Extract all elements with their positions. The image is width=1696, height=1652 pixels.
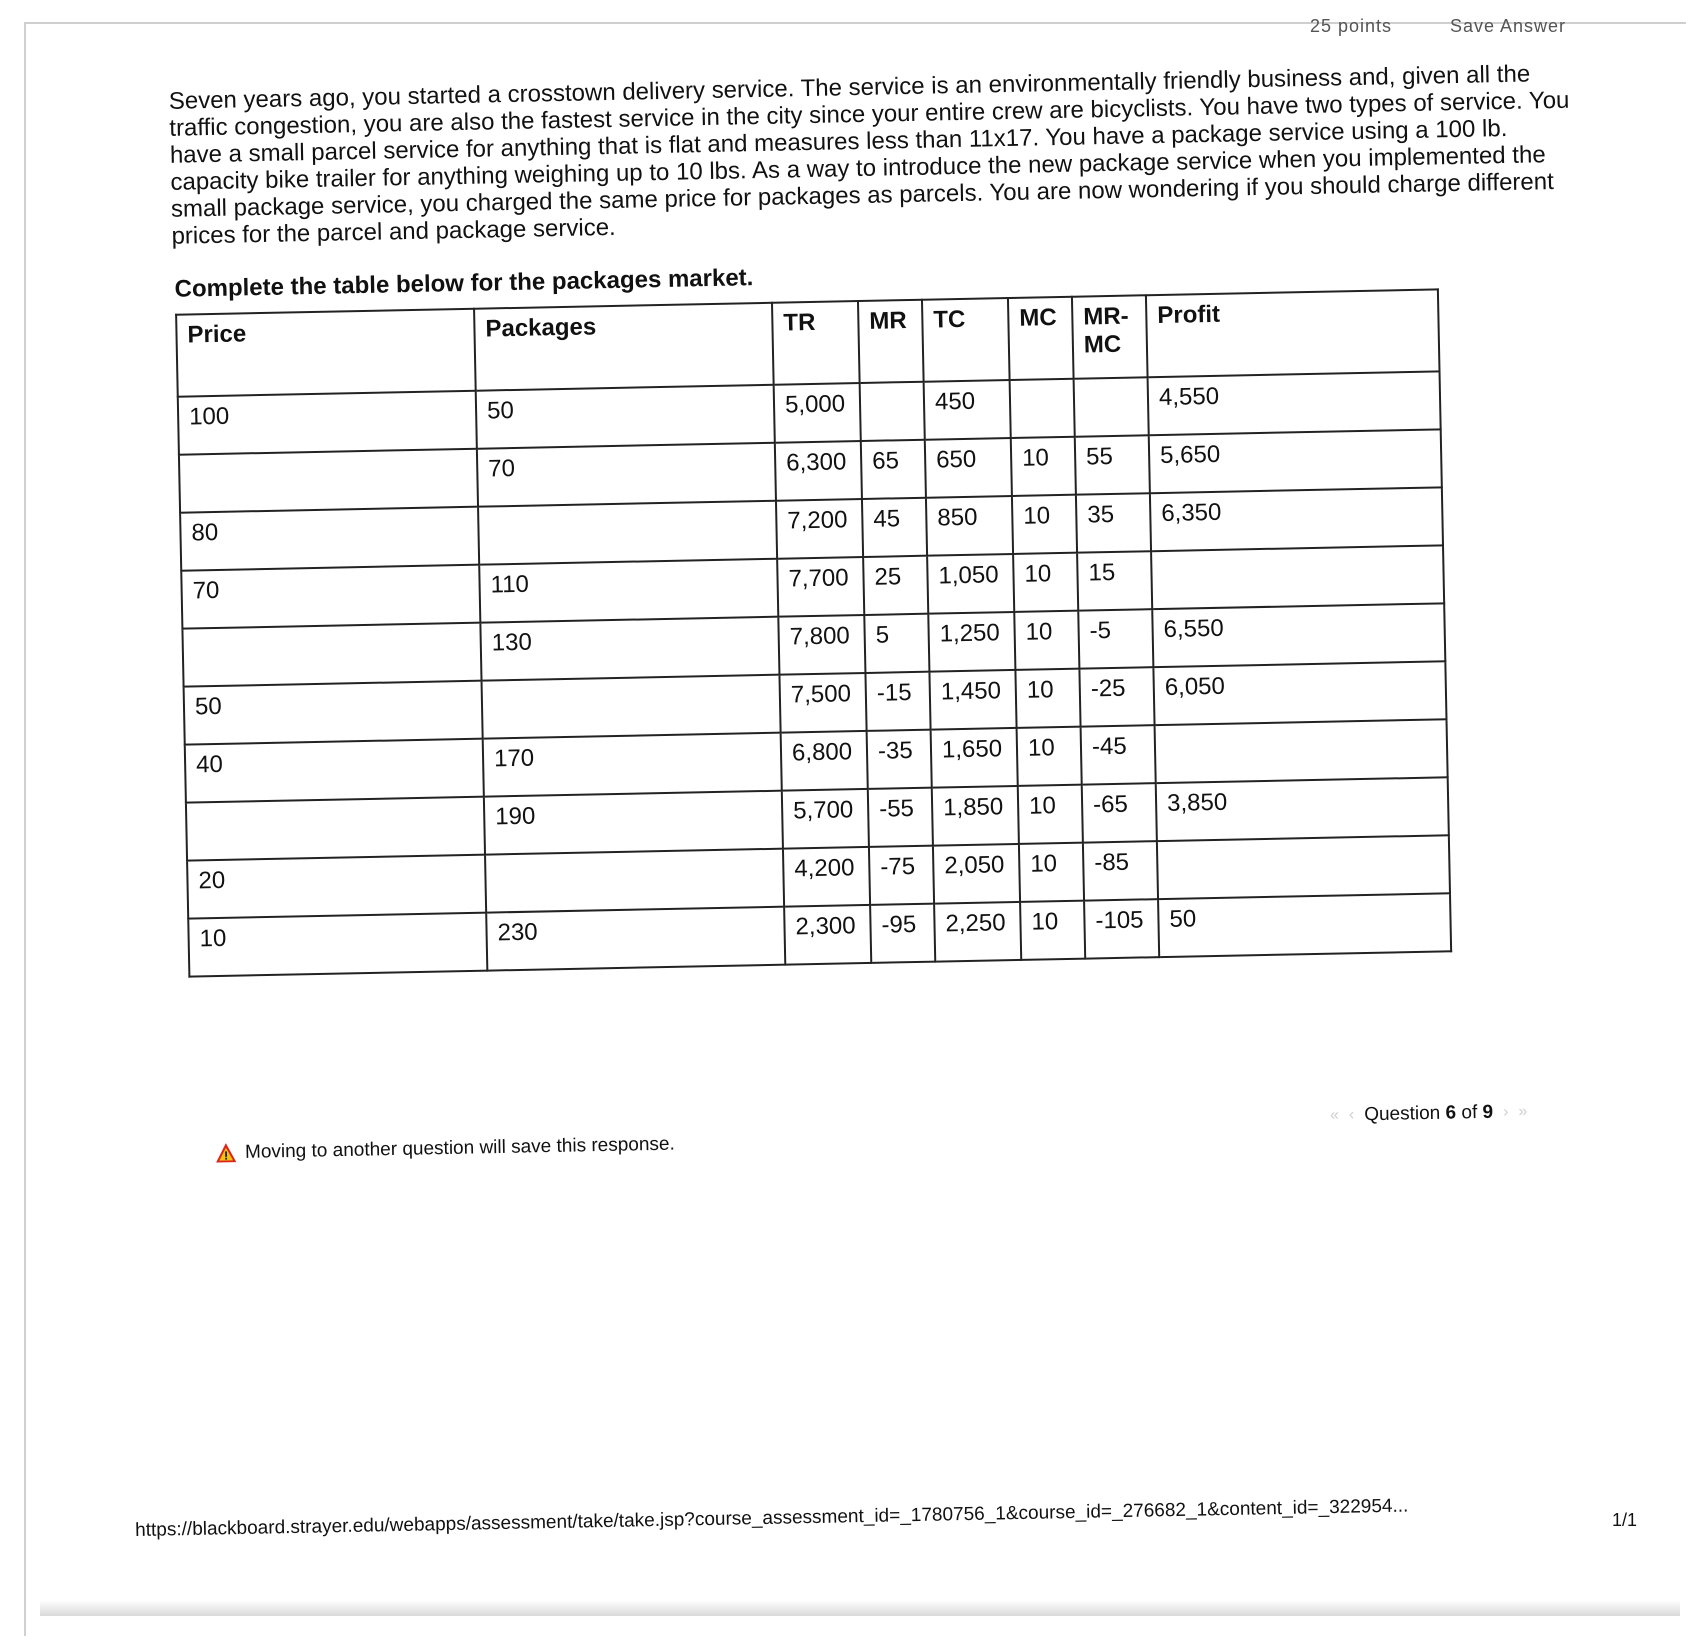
cell-tr[interactable]: 6,300 bbox=[775, 441, 862, 501]
cell-mr[interactable]: -35 bbox=[867, 730, 932, 789]
previous-question-icon[interactable]: ‹ bbox=[1348, 1106, 1355, 1124]
warning-text: Moving to another question will save this response. bbox=[244, 1133, 676, 1163]
packages-market-table bbox=[175, 288, 1452, 977]
cell-tc[interactable]: 850 bbox=[926, 496, 1013, 556]
cell-profit[interactable]: 6,050 bbox=[1153, 661, 1446, 725]
cell-mr[interactable]: 45 bbox=[862, 498, 927, 557]
cell-mr[interactable]: 5 bbox=[864, 614, 929, 673]
cell-tc[interactable]: 1,450 bbox=[929, 670, 1016, 730]
cell-mr-mc[interactable]: -65 bbox=[1082, 783, 1157, 842]
header-tc: TC bbox=[922, 298, 1010, 382]
cell-mr-mc[interactable]: -105 bbox=[1084, 899, 1159, 958]
cell-mr-mc[interactable]: 55 bbox=[1075, 435, 1150, 494]
cell-packages[interactable]: 110 bbox=[479, 559, 778, 623]
cell-mr-mc[interactable]: 15 bbox=[1077, 551, 1152, 610]
cell-mr-mc[interactable]: 35 bbox=[1076, 493, 1151, 552]
next-question-icon[interactable]: › bbox=[1502, 1103, 1509, 1121]
page-count: 1/1 bbox=[1612, 1510, 1638, 1530]
cell-mc[interactable]: 10 bbox=[1014, 611, 1079, 670]
cell-mr[interactable] bbox=[860, 382, 925, 441]
header-tr: TR bbox=[772, 301, 860, 385]
cell-price[interactable]: 20 bbox=[187, 855, 486, 919]
cell-profit[interactable] bbox=[1155, 719, 1448, 783]
header-mr-mc: MR- MC bbox=[1072, 295, 1148, 378]
cell-mr-mc[interactable]: -25 bbox=[1079, 667, 1154, 726]
cell-tr[interactable]: 5,700 bbox=[782, 789, 869, 849]
cell-mc[interactable]: 10 bbox=[1020, 901, 1085, 960]
cell-mc[interactable]: 10 bbox=[1017, 727, 1082, 786]
cell-packages[interactable]: 130 bbox=[480, 617, 779, 681]
header-packages: Packages bbox=[474, 303, 774, 391]
header-mr: MR bbox=[858, 300, 924, 383]
question-counter: Question 6 of 9 bbox=[1364, 1101, 1494, 1126]
cell-mr-mc[interactable]: -85 bbox=[1083, 841, 1158, 900]
cell-tc[interactable]: 450 bbox=[924, 380, 1011, 440]
header-price: Price bbox=[176, 309, 476, 397]
cell-mr[interactable]: 25 bbox=[863, 556, 928, 615]
cell-tc[interactable]: 1,650 bbox=[931, 728, 1018, 788]
header-profit: Profit bbox=[1146, 289, 1440, 377]
footer-url: https://blackboard.strayer.edu/webapps/assessment/take/take.jsp?course_assessment_id=_1780756_1&course_id=_276682_1&content_id=_322954... bbox=[135, 1495, 1409, 1541]
cell-tc[interactable]: 2,050 bbox=[933, 844, 1020, 904]
cell-packages[interactable]: 70 bbox=[477, 443, 776, 507]
cell-profit[interactable]: 50 bbox=[1158, 893, 1451, 957]
save-answer-button[interactable]: Save Answer bbox=[1450, 16, 1567, 36]
cell-tc[interactable]: 650 bbox=[925, 438, 1012, 498]
cell-mr-mc[interactable] bbox=[1074, 377, 1149, 436]
cell-tr[interactable]: 2,300 bbox=[784, 905, 871, 965]
cell-mc[interactable] bbox=[1010, 379, 1075, 438]
question-navigation bbox=[1330, 1101, 1528, 1127]
last-question-icon[interactable]: » bbox=[1518, 1103, 1528, 1121]
cell-packages[interactable]: 170 bbox=[483, 733, 782, 797]
cell-mr[interactable]: 65 bbox=[861, 440, 926, 499]
cell-price[interactable] bbox=[179, 449, 478, 513]
cell-mr-mc[interactable]: -45 bbox=[1081, 725, 1156, 784]
cell-tr[interactable]: 7,500 bbox=[779, 673, 866, 733]
cell-profit[interactable]: 6,550 bbox=[1152, 603, 1445, 667]
cell-mc[interactable]: 10 bbox=[1012, 495, 1077, 554]
question-content bbox=[160, 31, 1618, 978]
warning-icon bbox=[215, 1142, 237, 1164]
cell-tr[interactable]: 7,200 bbox=[776, 499, 863, 559]
cell-mr[interactable]: -75 bbox=[869, 846, 934, 905]
scan-edge-shadow bbox=[40, 1600, 1680, 1616]
cell-tr[interactable]: 6,800 bbox=[781, 731, 868, 791]
table-instruction: Complete the table below for the packages market. bbox=[174, 264, 754, 303]
cell-mc[interactable]: 10 bbox=[1015, 669, 1080, 728]
cell-profit[interactable]: 5,650 bbox=[1149, 429, 1442, 493]
cell-mc[interactable]: 10 bbox=[1013, 553, 1078, 612]
cell-profit[interactable] bbox=[1151, 545, 1444, 609]
cell-packages[interactable]: 50 bbox=[476, 385, 775, 449]
cell-tr[interactable]: 5,000 bbox=[774, 383, 861, 443]
cell-profit[interactable] bbox=[1157, 835, 1450, 899]
cell-tr[interactable]: 4,200 bbox=[783, 847, 870, 907]
cell-price[interactable] bbox=[186, 797, 485, 861]
cell-packages[interactable]: 190 bbox=[484, 791, 783, 855]
cell-price[interactable] bbox=[182, 623, 481, 687]
cell-price[interactable]: 80 bbox=[180, 507, 479, 571]
cell-packages[interactable] bbox=[478, 501, 777, 565]
cell-tc[interactable]: 1,250 bbox=[928, 612, 1015, 672]
header-mc: MC bbox=[1008, 297, 1074, 380]
points-label: 25 points bbox=[1310, 16, 1393, 36]
cell-tr[interactable]: 7,700 bbox=[777, 557, 864, 617]
cell-tc[interactable]: 1,050 bbox=[927, 554, 1014, 614]
cell-mc[interactable]: 10 bbox=[1018, 785, 1083, 844]
cell-mc[interactable]: 10 bbox=[1011, 437, 1076, 496]
cell-packages[interactable] bbox=[482, 675, 781, 739]
cell-mr[interactable]: -15 bbox=[865, 672, 930, 731]
cell-price[interactable]: 10 bbox=[188, 913, 487, 977]
cell-tc[interactable]: 1,850 bbox=[932, 786, 1019, 846]
first-question-icon[interactable]: « bbox=[1329, 1106, 1340, 1124]
cell-price[interactable]: 40 bbox=[185, 739, 484, 803]
cell-packages[interactable] bbox=[485, 849, 784, 913]
cell-mr[interactable]: -95 bbox=[870, 904, 935, 963]
cell-price[interactable]: 100 bbox=[178, 391, 477, 455]
cell-profit[interactable]: 4,550 bbox=[1148, 371, 1441, 435]
question-text: Seven years ago, you started a crosstown delivery service. The service is an environmentally friendly business and, given all the traffic congestion, you are also the fastest service in the city since your entire crew are bicyclists. You have two types of service. You have a small parcel service for anything that is flat and measures less than 11x17. You have a package service using a 100 lb. capacity bike trailer for anything weighing up to 10 lbs. As a way to introduce the new package service when you implemented the small package service, you charged the same price for packages as parcels. You are now wondering if you should charge different prices for the parcel and package service. bbox=[168, 60, 1570, 250]
cell-mr-mc[interactable]: -5 bbox=[1078, 609, 1153, 668]
cell-tc[interactable]: 2,250 bbox=[934, 902, 1021, 962]
cell-mc[interactable]: 10 bbox=[1019, 843, 1084, 902]
cell-price[interactable]: 70 bbox=[181, 565, 480, 629]
cell-packages[interactable]: 230 bbox=[486, 907, 785, 971]
cell-tr[interactable]: 7,800 bbox=[778, 615, 865, 675]
cell-mr[interactable]: -55 bbox=[868, 788, 933, 847]
cell-profit[interactable]: 6,350 bbox=[1150, 487, 1443, 551]
cell-price[interactable]: 50 bbox=[184, 681, 483, 745]
cell-profit[interactable]: 3,850 bbox=[1156, 777, 1449, 841]
